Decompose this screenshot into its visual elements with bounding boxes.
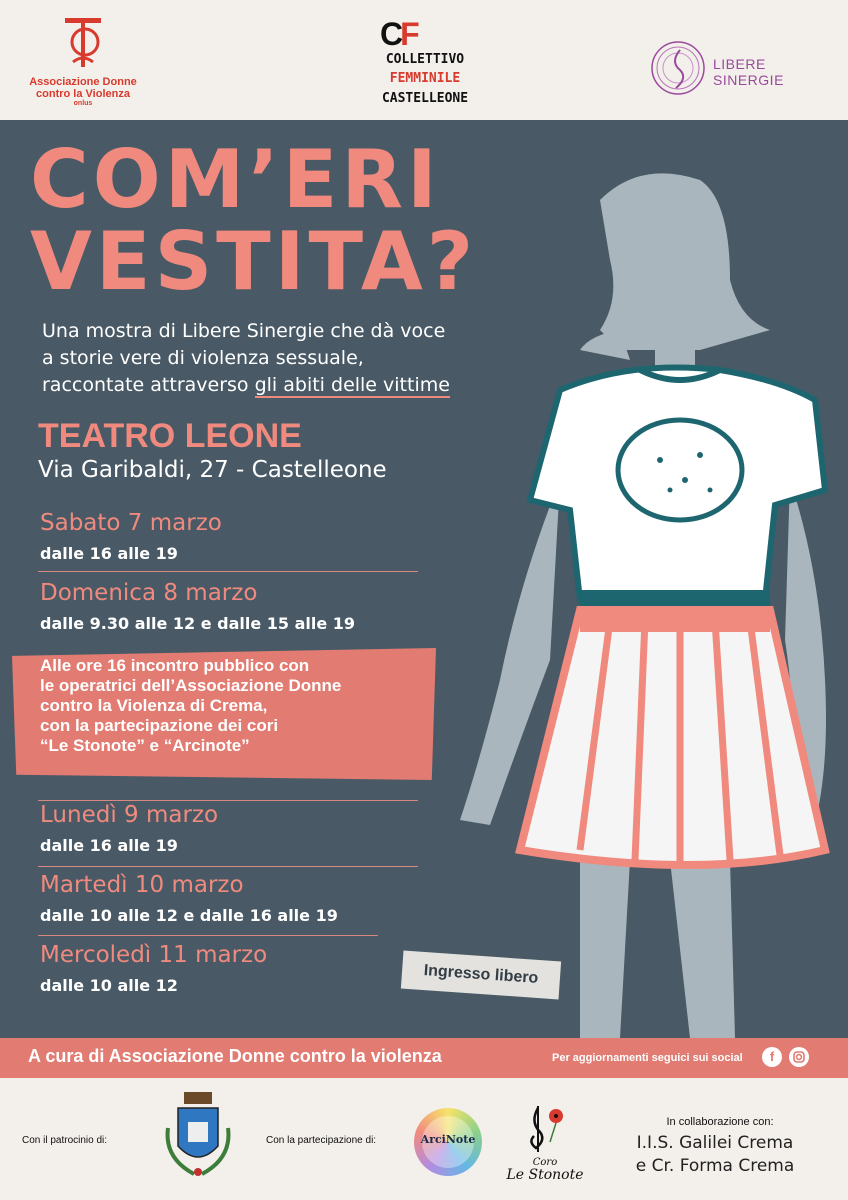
cf-line-castelleone: CASTELLEONE bbox=[381, 91, 469, 106]
schedule-day: Domenica 8 marzo bbox=[40, 580, 258, 606]
title-line2: VESTITA? bbox=[30, 215, 478, 308]
subtitle-line3-underlined: gli abiti delle vittime bbox=[254, 374, 450, 396]
facebook-icon[interactable]: f bbox=[762, 1047, 782, 1067]
woman-silhouette-illustration bbox=[430, 160, 848, 1038]
collab-label: In collaborazione con: bbox=[666, 1116, 774, 1128]
assoc-name-line1: Associazione Donne bbox=[29, 76, 137, 88]
subtitle-line3-prefix: raccontate attraverso bbox=[42, 374, 255, 396]
event-line1: Alle ore 16 incontro pubblico con bbox=[40, 656, 310, 675]
coro-line1: Coro bbox=[532, 1157, 558, 1168]
cf-logo-c: C bbox=[380, 16, 401, 52]
cf-logo bbox=[380, 18, 417, 50]
cf-logo-f: F bbox=[400, 16, 417, 52]
libere-sinergie-logo-icon bbox=[650, 40, 706, 96]
le-stonote-logo-icon bbox=[520, 1102, 570, 1154]
castelleone-crest-icon bbox=[158, 1088, 238, 1188]
schedule-divider bbox=[38, 800, 418, 801]
ls-line1: LIBERE bbox=[713, 56, 766, 72]
ls-line2: SINERGIE bbox=[713, 72, 784, 88]
schedule-hours: dalle 10 alle 12 bbox=[40, 976, 178, 995]
entry-badge: Ingresso libero bbox=[401, 951, 561, 1000]
assoc-name-line2: contro la Violenza bbox=[36, 88, 130, 100]
schedule-day: Lunedì 9 marzo bbox=[40, 802, 219, 828]
collab-line2: e Cr. Forma Crema bbox=[635, 1156, 795, 1176]
assoc-donne-name bbox=[18, 76, 148, 108]
coro-le-stonote bbox=[500, 1155, 590, 1182]
schedule-divider bbox=[38, 866, 418, 867]
libere-sinergie-name bbox=[713, 56, 784, 88]
subtitle-line1: Una mostra di Libere Sinergie che dà voce bbox=[42, 320, 446, 342]
venue-name: TEATRO LEONE bbox=[38, 417, 302, 455]
social-text: Per aggiornamenti seguici sui social bbox=[552, 1052, 743, 1064]
partecipazione-label: Con la partecipazione di: bbox=[266, 1135, 377, 1146]
subtitle bbox=[42, 318, 522, 399]
title-line1: COM’ERI bbox=[30, 133, 441, 226]
schedule-day: Mercoledì 11 marzo bbox=[40, 942, 268, 968]
schedule-divider bbox=[38, 571, 418, 572]
patrocinio-label: Con il patrocinio di: bbox=[22, 1135, 108, 1146]
event-line3: contro la Violenza di Crema, bbox=[40, 696, 268, 715]
event-line4: con la partecipazione dei cori bbox=[40, 716, 279, 735]
schedule-hours: dalle 16 alle 19 bbox=[40, 836, 178, 855]
cf-line-collettivo: COLLETTIVO bbox=[385, 52, 465, 67]
schedule-hours: dalle 16 alle 19 bbox=[40, 544, 178, 563]
schedule-divider bbox=[38, 935, 378, 936]
instagram-icon[interactable] bbox=[789, 1047, 809, 1067]
event-text bbox=[40, 656, 420, 756]
assoc-onlus: onlus bbox=[73, 100, 93, 107]
arcinote-name: ArciNote bbox=[420, 1133, 476, 1146]
event-line5: “Le Stonote” e “Arcinote” bbox=[40, 736, 250, 755]
curator-text: A cura di Associazione Donne contro la violenza bbox=[28, 1046, 442, 1066]
event-line2: le operatrici dell’Associazione Donne bbox=[40, 676, 342, 695]
venue-address: Via Garibaldi, 27 - Castelleone bbox=[38, 457, 387, 483]
coro-line2: Le Stonote bbox=[506, 1167, 584, 1183]
subtitle-line2: a storie vere di violenza sessuale, bbox=[42, 347, 364, 369]
schedule-hours: dalle 9.30 alle 12 e dalle 15 alle 19 bbox=[40, 614, 356, 633]
cf-line-femminile: FEMMINILE bbox=[389, 71, 461, 86]
schedule-day: Martedì 10 marzo bbox=[40, 872, 244, 898]
assoc-donne-logo-icon bbox=[63, 18, 103, 70]
schedule-hours: dalle 10 alle 12 e dalle 16 alle 19 bbox=[40, 906, 338, 925]
collab-line1: I.I.S. Galilei Crema bbox=[636, 1133, 794, 1153]
schedule-day: Sabato 7 marzo bbox=[40, 510, 222, 536]
